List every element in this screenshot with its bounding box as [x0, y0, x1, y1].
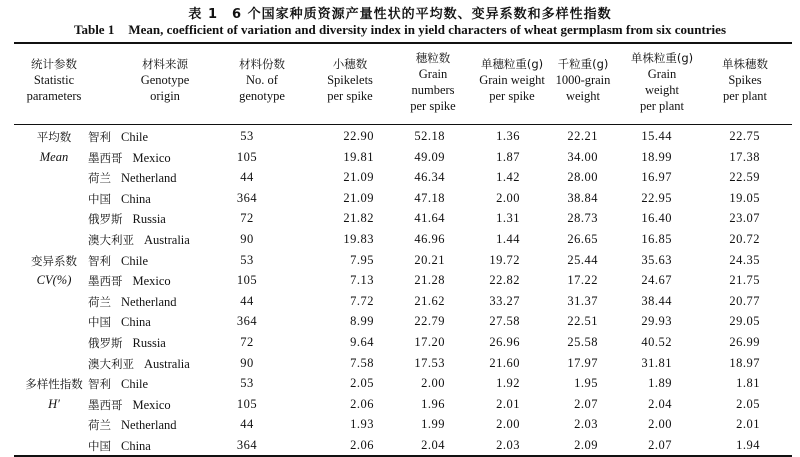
header-count: [222, 56, 302, 104]
genotype-count: 364: [236, 437, 258, 452]
origin-cn: 中国: [88, 191, 111, 206]
origin-cell: [88, 376, 148, 392]
origin-cn: 中国: [88, 438, 111, 453]
genotype-count: 44: [240, 170, 254, 185]
genotype-count: 105: [236, 149, 258, 164]
genotype-count: 105: [236, 396, 258, 411]
origin-cell: [88, 170, 177, 186]
origin-cell: [88, 314, 151, 330]
table-number: Table 1: [73, 22, 115, 37]
value-cell: 2.06: [350, 396, 374, 411]
origin-cell: [88, 294, 177, 310]
header-en-line: Grain: [647, 67, 677, 81]
genotype-count: 105: [236, 273, 258, 288]
header-en-line: Grain: [418, 67, 448, 81]
header-en-line: per plant: [639, 99, 685, 113]
table-row: [0, 414, 800, 435]
header-spikelets: [310, 56, 390, 104]
value-cell: 1.81: [736, 376, 760, 391]
origin-en: Chile: [121, 130, 149, 144]
value-cell: 22.21: [567, 129, 598, 143]
value-cell: 28.73: [567, 211, 598, 226]
value-cell: 18.97: [729, 355, 760, 370]
value-cell: 20.77: [729, 293, 760, 308]
value-cell: 2.00: [496, 190, 520, 205]
genotype-count: 364: [236, 190, 258, 205]
value-cell: 28.00: [567, 170, 598, 185]
header-en-line: origin: [150, 89, 180, 103]
origin-en: Mexico: [132, 397, 171, 412]
value-cell: 22.75: [729, 129, 760, 143]
origin-cell: [88, 232, 190, 248]
origin-cn: 荷兰: [88, 294, 111, 309]
value-cell: 21.60: [489, 355, 520, 370]
header-grain-weight-plant: [622, 50, 702, 114]
value-cell: 19.83: [343, 231, 374, 246]
value-cell: 2.09: [574, 437, 598, 452]
origin-en: China: [121, 438, 151, 453]
origin-cn: 澳大利亚: [88, 232, 134, 247]
table-row: [0, 126, 800, 147]
value-cell: 24.35: [729, 252, 760, 267]
origin-en: Australia: [144, 356, 190, 371]
table-row: [0, 353, 800, 374]
header-en-line: Genotype: [140, 73, 190, 87]
header-cn: 小穗数: [332, 57, 368, 71]
value-cell: 38.44: [641, 293, 672, 308]
value-cell: 1.95: [574, 376, 598, 391]
origin-cell: [88, 438, 151, 454]
origin-cn: 荷兰: [88, 171, 111, 186]
origin-cell: [88, 417, 177, 433]
value-cell: 19.72: [489, 252, 520, 267]
genotype-count: 90: [240, 231, 254, 246]
origin-cn: 智利: [88, 130, 111, 144]
header-statistic: [14, 56, 94, 104]
header-spikes-plant: [705, 56, 785, 104]
origin-cell: [88, 253, 148, 269]
genotype-count: 53: [240, 376, 254, 391]
value-cell: 31.37: [567, 293, 598, 308]
origin-cn: 智利: [88, 377, 111, 392]
value-cell: 31.81: [641, 355, 672, 370]
genotype-count: 90: [240, 355, 254, 370]
table-row: [0, 147, 800, 168]
table-row: [0, 208, 800, 229]
value-cell: 2.00: [648, 417, 672, 432]
value-cell: 25.58: [567, 334, 598, 349]
header-cn: 单株粒重(g): [630, 51, 694, 65]
value-cell: 2.03: [574, 417, 598, 432]
value-cell: 27.58: [489, 314, 520, 329]
value-cell: 2.06: [350, 437, 374, 452]
value-cell: 2.00: [421, 376, 445, 391]
value-cell: 1.87: [496, 149, 520, 164]
statistic-label: H′: [48, 396, 60, 411]
value-cell: 9.64: [350, 334, 374, 349]
table-row: [0, 250, 800, 271]
origin-en: Russia: [132, 212, 166, 227]
value-cell: 17.20: [414, 334, 445, 349]
origin-cn: 墨西哥: [88, 274, 123, 289]
value-cell: 1.44: [496, 231, 520, 246]
value-cell: 1.36: [496, 129, 520, 143]
table-row: [0, 270, 800, 291]
value-cell: 41.64: [414, 211, 445, 226]
header-en-line: Spikelets: [327, 73, 373, 87]
header-en-line: weight: [644, 83, 680, 97]
value-cell: 2.00: [496, 417, 520, 432]
value-cell: 7.95: [350, 252, 374, 267]
value-cell: 20.21: [414, 252, 445, 267]
table-row: [0, 311, 800, 332]
genotype-count: 53: [240, 129, 254, 143]
value-cell: 2.03: [496, 437, 520, 452]
value-cell: 16.85: [641, 231, 672, 246]
genotype-count: 72: [240, 211, 254, 226]
origin-cell: [88, 150, 171, 166]
value-cell: 17.22: [567, 273, 598, 288]
top-rule: [14, 42, 792, 44]
header-en-line: Spikes: [728, 73, 762, 87]
header-cn: 单株穗数: [722, 57, 768, 71]
value-cell: 46.96: [414, 231, 445, 246]
origin-cell: [88, 356, 190, 372]
value-cell: 21.75: [729, 273, 760, 288]
value-cell: 16.40: [641, 211, 672, 226]
origin-en: Chile: [121, 253, 149, 268]
value-cell: 1.89: [648, 376, 672, 391]
value-cell: 2.07: [648, 437, 672, 452]
genotype-count: 44: [240, 293, 254, 308]
value-cell: 1.92: [496, 376, 520, 391]
value-cell: 38.84: [567, 190, 598, 205]
table-body: [0, 126, 800, 456]
origin-en: Netherland: [121, 294, 177, 309]
header-grain-numbers: [393, 50, 473, 114]
origin-cn: 澳大利亚: [88, 356, 134, 371]
value-cell: 46.34: [414, 170, 445, 185]
value-cell: 19.05: [729, 190, 760, 205]
origin-en: China: [121, 191, 151, 206]
origin-cn: 俄罗斯: [88, 335, 123, 350]
header-en-line: per spike: [327, 89, 373, 103]
header-en-line: parameters: [26, 89, 82, 103]
origin-en: China: [121, 315, 151, 330]
statistic-label: 变异系数: [31, 253, 77, 268]
value-cell: 2.07: [574, 396, 598, 411]
header-en-line: No. of: [246, 73, 278, 87]
value-cell: 2.04: [421, 437, 445, 452]
value-cell: 1.42: [496, 170, 520, 185]
value-cell: 33.27: [489, 293, 520, 308]
value-cell: 21.62: [414, 293, 445, 308]
value-cell: 22.82: [489, 273, 520, 288]
value-cell: 1.94: [736, 437, 760, 452]
statistic-label: Mean: [39, 149, 69, 164]
value-cell: 1.93: [350, 417, 374, 432]
origin-cn: 墨西哥: [88, 150, 123, 165]
value-cell: 18.99: [641, 149, 672, 164]
value-cell: 2.04: [648, 396, 672, 411]
header-cn: 单穗粒重(g): [480, 57, 544, 71]
origin-cn: 俄罗斯: [88, 212, 123, 227]
origin-en: Russia: [132, 335, 166, 350]
value-cell: 34.00: [567, 149, 598, 164]
header-cn: 千粒重(g): [557, 57, 609, 71]
value-cell: 21.09: [343, 170, 374, 185]
table-title-cn: 表 1 6 个国家种质资源产量性状的平均数、变异系数和多样性指数: [188, 7, 612, 22]
genotype-count: 364: [236, 314, 258, 329]
value-cell: 2.01: [736, 417, 760, 432]
value-cell: 21.82: [343, 211, 374, 226]
table-row: [0, 435, 800, 456]
value-cell: 2.01: [496, 396, 520, 411]
value-cell: 40.52: [641, 334, 672, 349]
value-cell: 17.97: [567, 355, 598, 370]
value-cell: 22.79: [414, 314, 445, 329]
header-en-line: 1000-grain: [555, 73, 611, 87]
value-cell: 26.99: [729, 334, 760, 349]
value-cell: 29.05: [729, 314, 760, 329]
table-row: [0, 394, 800, 415]
table-row: [0, 229, 800, 250]
value-cell: 25.44: [567, 252, 598, 267]
header-en-line: genotype: [239, 89, 285, 103]
header-en-line: Grain weight: [479, 73, 545, 87]
origin-cell: [88, 397, 171, 413]
value-cell: 35.63: [641, 252, 672, 267]
origin-cell: [88, 129, 148, 145]
header-rule: [14, 124, 792, 125]
value-cell: 22.90: [343, 129, 374, 143]
statistic-label: 平均数: [36, 130, 72, 144]
value-cell: 17.53: [414, 355, 445, 370]
value-cell: 17.38: [729, 149, 760, 164]
header-1000-grain: [543, 56, 623, 104]
header-en-line: Statistic: [33, 73, 75, 87]
origin-en: Netherland: [121, 418, 177, 433]
header-cn: 材料来源: [142, 57, 188, 71]
origin-en: Australia: [144, 232, 190, 247]
origin-cell: [88, 335, 166, 351]
header-en-line: per spike: [489, 89, 535, 103]
table-title-en-text: Mean, coefficient of variation and diversity index in yield characters of wheat germplasm from six countries: [128, 22, 726, 37]
value-cell: 2.05: [736, 396, 760, 411]
origin-en: Netherland: [121, 171, 177, 186]
table-row: [0, 167, 800, 188]
origin-cn: 墨西哥: [88, 397, 123, 412]
value-cell: 26.65: [567, 231, 598, 246]
value-cell: 15.44: [641, 129, 672, 143]
value-cell: 16.97: [641, 170, 672, 185]
origin-cell: [88, 273, 171, 289]
header-origin: [110, 56, 220, 104]
header-cn: 穗粒数: [415, 51, 451, 65]
header-cn: 材料份数: [239, 57, 285, 71]
value-cell: 49.09: [414, 149, 445, 164]
table-row: [0, 373, 800, 394]
value-cell: 8.99: [350, 314, 374, 329]
header-en-line: per spike: [410, 99, 456, 113]
origin-cn: 荷兰: [88, 418, 111, 433]
statistic-label: 多样性指数: [25, 377, 83, 392]
value-cell: 21.09: [343, 190, 374, 205]
value-cell: 22.59: [729, 170, 760, 185]
value-cell: 20.72: [729, 231, 760, 246]
origin-cell: [88, 211, 166, 227]
origin-en: Mexico: [132, 274, 171, 289]
origin-cn: 智利: [88, 253, 111, 268]
header-en-line: numbers: [411, 83, 455, 97]
statistic-label: CV(%): [36, 273, 72, 288]
table-title-en: [0, 22, 800, 38]
value-cell: 47.18: [414, 190, 445, 205]
header-en-line: weight: [565, 89, 601, 103]
value-cell: 2.05: [350, 376, 374, 391]
value-cell: 29.93: [641, 314, 672, 329]
value-cell: 24.67: [641, 273, 672, 288]
value-cell: 52.18: [414, 129, 445, 143]
value-cell: 26.96: [489, 334, 520, 349]
value-cell: 7.13: [350, 273, 374, 288]
origin-en: Mexico: [132, 150, 171, 165]
header-cn: 统计参数: [31, 57, 77, 71]
header-en-line: per plant: [722, 89, 768, 103]
value-cell: 21.28: [414, 273, 445, 288]
origin-cell: [88, 191, 151, 207]
value-cell: 7.72: [350, 293, 374, 308]
origin-en: Chile: [121, 377, 149, 392]
value-cell: 22.95: [641, 190, 672, 205]
table-row: [0, 188, 800, 209]
value-cell: 1.31: [496, 211, 520, 226]
genotype-count: 53: [240, 252, 254, 267]
table-row: [0, 291, 800, 312]
value-cell: 1.96: [421, 396, 445, 411]
value-cell: 23.07: [729, 211, 760, 226]
genotype-count: 72: [240, 334, 254, 349]
value-cell: 7.58: [350, 355, 374, 370]
value-cell: 19.81: [343, 149, 374, 164]
value-cell: 1.99: [421, 417, 445, 432]
genotype-count: 44: [240, 417, 254, 432]
value-cell: 22.51: [567, 314, 598, 329]
table-row: [0, 332, 800, 353]
origin-cn: 中国: [88, 315, 111, 330]
